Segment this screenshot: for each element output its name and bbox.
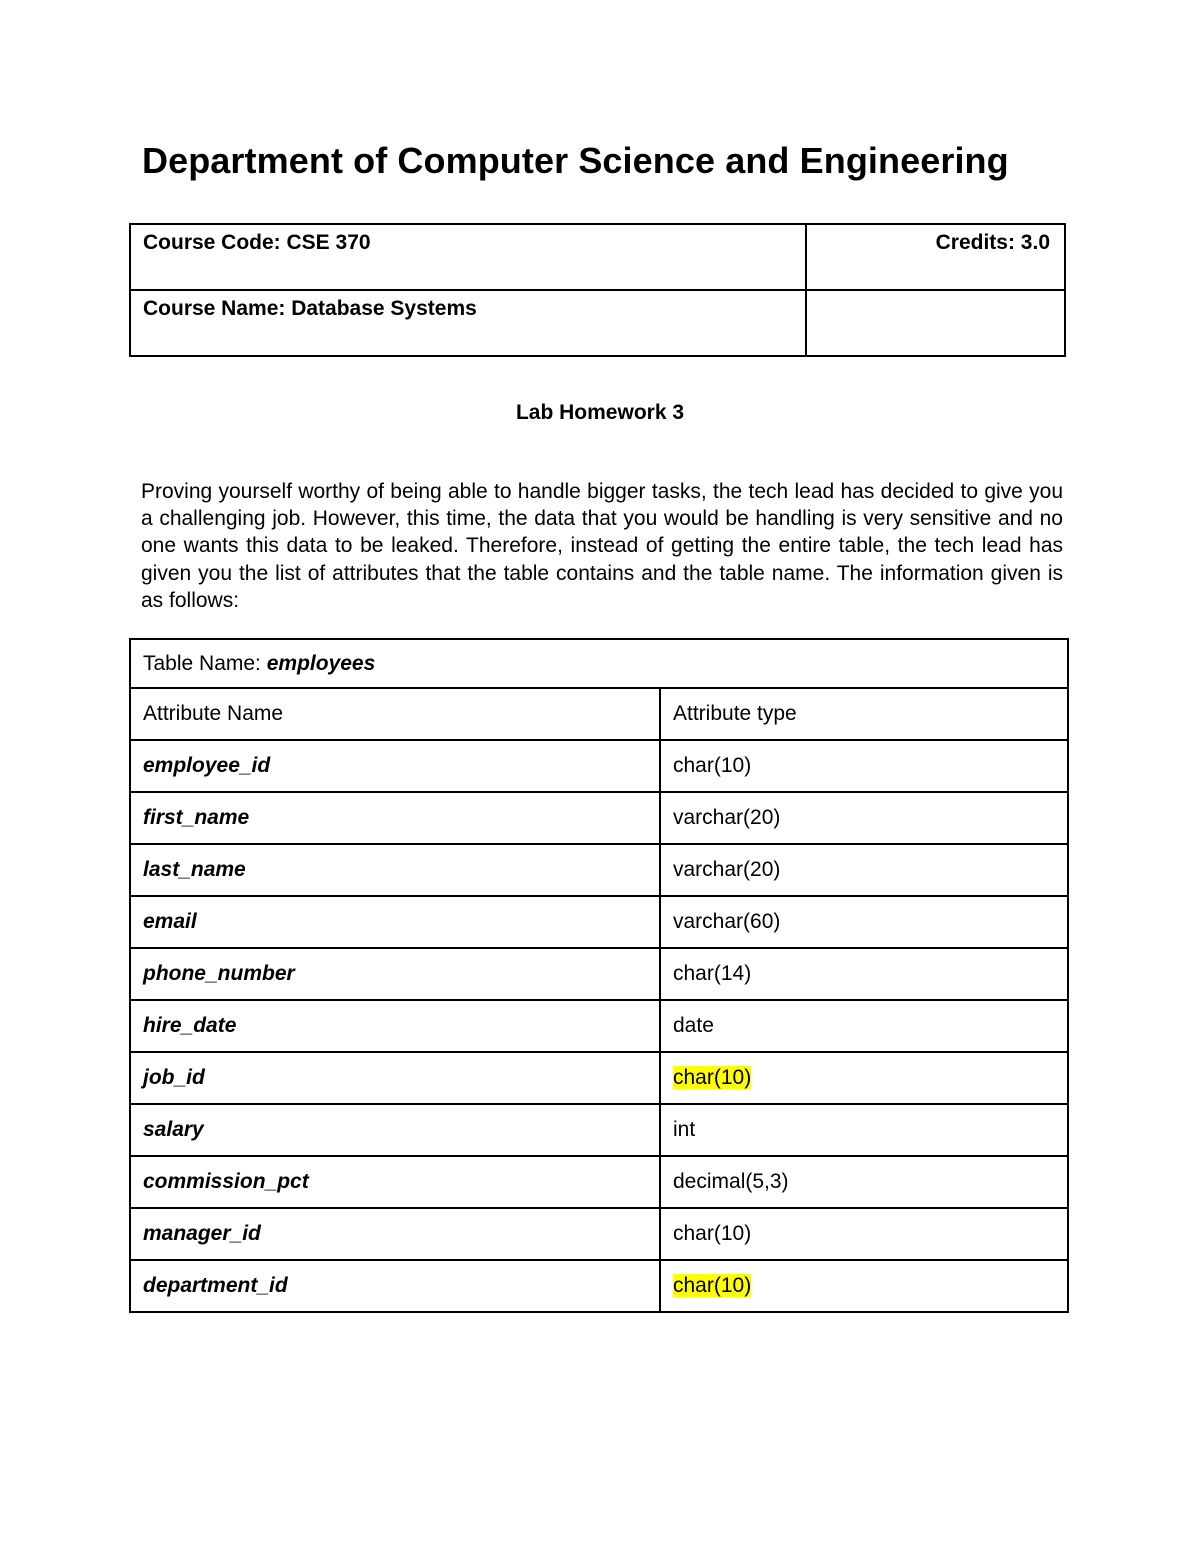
table-row — [130, 948, 1068, 1000]
course-code: Course Code: CSE 370 — [130, 224, 806, 290]
attribute-type: varchar(20) — [673, 858, 781, 881]
attribute-table — [129, 638, 1069, 1313]
table-row — [130, 1260, 1068, 1312]
table-name-cell — [130, 639, 1068, 688]
attribute-type-cell — [660, 740, 1068, 792]
course-name-row — [130, 290, 1065, 356]
attribute-type-cell — [660, 1104, 1068, 1156]
attribute-name: phone_number — [130, 948, 660, 1000]
attribute-type-cell — [660, 948, 1068, 1000]
table-row — [130, 792, 1068, 844]
attribute-type: varchar(60) — [673, 910, 781, 933]
attribute-type-cell — [660, 1052, 1068, 1104]
attribute-name: employee_id — [130, 740, 660, 792]
table-row — [130, 844, 1068, 896]
page-title: Department of Computer Science and Engineering — [142, 140, 1009, 181]
lab-title: Lab Homework 3 — [515, 401, 685, 424]
table-row — [130, 1156, 1068, 1208]
attribute-name: first_name — [130, 792, 660, 844]
attribute-type: char(10) — [673, 1066, 752, 1089]
table-name-value: employees — [266, 651, 376, 675]
attribute-type: char(10) — [673, 754, 752, 777]
intro-paragraph: Proving yourself worthy of being able to handle bigger tasks, the tech lead has decided to give you a challenging job. However, this time, the data that you would be handling is very sensitive and no one wants this data to be leaked. Therefore, instead of getting the entire table, the tech lead has given you the list of attributes that the table contains and the table name. The information given is as follows: — [141, 480, 1063, 612]
column-header-attribute-type: Attribute type — [660, 688, 1068, 740]
attribute-type: char(10) — [673, 1274, 752, 1297]
attribute-type-cell — [660, 896, 1068, 948]
table-name-label: Table Name: — [143, 651, 267, 675]
attribute-type: int — [673, 1118, 696, 1141]
attribute-type: date — [673, 1014, 714, 1037]
course-code-row — [130, 224, 1065, 290]
table-row — [130, 740, 1068, 792]
column-header-row — [130, 688, 1068, 740]
attribute-type: char(14) — [673, 962, 752, 985]
course-name: Course Name: Database Systems — [130, 290, 806, 356]
course-credits: Credits: 3.0 — [806, 224, 1065, 290]
column-header-attribute-name: Attribute Name — [130, 688, 660, 740]
attribute-type-cell — [660, 1208, 1068, 1260]
attribute-type-cell — [660, 1156, 1068, 1208]
attribute-type-cell — [660, 1260, 1068, 1312]
attribute-name: commission_pct — [130, 1156, 660, 1208]
attribute-type-cell — [660, 844, 1068, 896]
attribute-name: email — [130, 896, 660, 948]
attribute-name: hire_date — [130, 1000, 660, 1052]
table-row — [130, 1052, 1068, 1104]
table-row — [130, 1000, 1068, 1052]
table-row — [130, 896, 1068, 948]
table-row — [130, 1208, 1068, 1260]
table-row — [130, 1104, 1068, 1156]
attribute-type: decimal(5,3) — [673, 1170, 789, 1193]
table-name-row — [130, 639, 1068, 688]
attribute-name: salary — [130, 1104, 660, 1156]
attribute-name: job_id — [130, 1052, 660, 1104]
attribute-type-cell — [660, 792, 1068, 844]
empty-cell — [806, 290, 1065, 356]
attribute-type: char(10) — [673, 1222, 752, 1245]
attribute-type: varchar(20) — [673, 806, 781, 829]
attribute-name: manager_id — [130, 1208, 660, 1260]
course-info-table — [129, 223, 1066, 357]
attribute-name: last_name — [130, 844, 660, 896]
attribute-name: department_id — [130, 1260, 660, 1312]
attribute-type-cell — [660, 1000, 1068, 1052]
